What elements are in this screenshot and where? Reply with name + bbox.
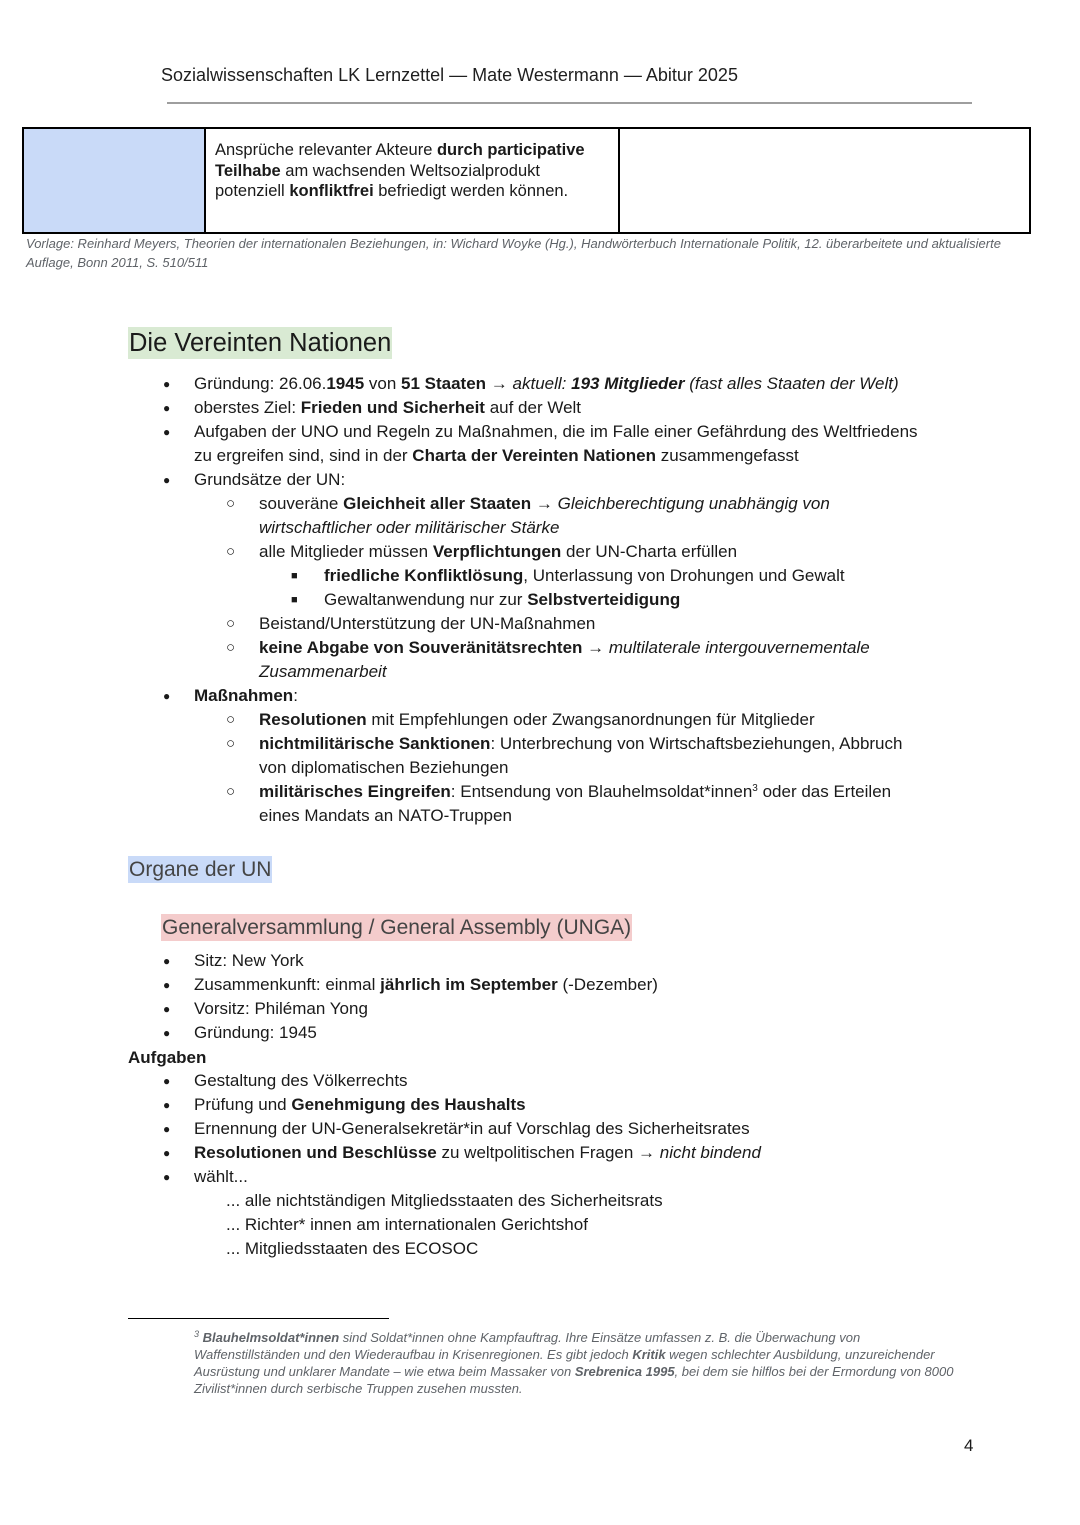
list-item-text <box>194 1165 248 1189</box>
text-run: der UN-Charta erfüllen <box>561 542 738 561</box>
list-item-text <box>226 1213 588 1237</box>
text-run: → <box>582 638 609 657</box>
table-description-cell <box>205 128 619 233</box>
text-run: wählt... <box>194 1167 248 1186</box>
text-run: souveräne <box>259 494 344 513</box>
text-run: militärisches Eingreifen <box>259 782 451 801</box>
text-run: Blauhelmsoldat*innen <box>202 1330 340 1345</box>
text-run: Kritik <box>632 1347 666 1362</box>
heading-generalversammlung: Generalversammlung / General Assembly (UNGA) <box>162 916 632 939</box>
text-run: Gewaltanwendung nur zur <box>324 590 528 609</box>
list-item-text <box>259 516 559 540</box>
text-run: 51 Staaten <box>401 374 487 393</box>
bullet-disc-icon: ● <box>163 425 171 439</box>
footnote-divider <box>128 1318 389 1319</box>
text-run: (fast alles Staaten der Welt) <box>684 374 899 393</box>
bullet-disc-icon: ● <box>163 689 171 703</box>
list-item-text <box>226 1189 663 1213</box>
text-run: alle Mitglieder müssen <box>259 542 433 561</box>
list-item-text <box>324 588 680 612</box>
text-run: zu weltpolitischen Fragen → <box>436 1143 660 1162</box>
list-item-text <box>194 444 799 468</box>
footnote-ref: 3 <box>752 783 758 794</box>
list-item-text <box>259 612 595 636</box>
list-item-text <box>259 492 830 516</box>
text-run: Genehmigung des Haushalts <box>291 1095 526 1114</box>
list-item-text <box>194 684 298 708</box>
bullet-disc-icon: ● <box>163 377 171 391</box>
text-run: jährlich im September <box>380 975 558 994</box>
list-item-text <box>194 1021 317 1045</box>
list-item-text <box>194 1069 408 1093</box>
bullet-disc-icon: ● <box>163 954 171 968</box>
text-run: Selbstverteidigung <box>527 590 681 609</box>
text-run: , bei dem sie hilflos bei der Ermordung von 8000 Zivilist*innen durch serbische Truppen zusehen mussten. <box>194 1364 954 1396</box>
bullet-disc-icon: ● <box>163 473 171 487</box>
text-run: Prüfung und <box>194 1095 292 1114</box>
text-run: ... alle nichtständigen Mitgliedsstaaten des Sicherheitsrats <box>226 1191 663 1210</box>
text-run: von <box>364 374 402 393</box>
theory-table-continued <box>22 127 1031 234</box>
text-run: Gründung: 26.06. <box>194 374 327 393</box>
text-run: friedliche Konfliktlösung <box>324 566 524 585</box>
text-run: multilaterale intergouvernementale <box>608 638 870 657</box>
footnote-3 <box>161 1329 961 1397</box>
text-run: nicht bindend <box>659 1143 761 1162</box>
text-run: Charta der Vereinten Nationen <box>412 446 657 465</box>
text-run: 193 Mitglieder <box>571 374 685 393</box>
text-run: Beistand/Unterstützung der UN-Maßnahmen <box>259 614 596 633</box>
bullet-disc-icon: ● <box>163 978 171 992</box>
text-run: Maßnahmen <box>194 686 294 705</box>
text-run: befriedigt werden können. <box>373 182 569 200</box>
text-run: nichtmilitärische Sanktionen <box>259 734 491 753</box>
text-run: ... Richter* innen am internationalen Gerichtshof <box>226 1215 588 1234</box>
bullet-disc-icon: ● <box>163 1146 171 1160</box>
text-run: oberstes Ziel: <box>194 398 301 417</box>
document-header: Sozialwissenschaften LK Lernzettel — Mate Westermann — Abitur 2025 <box>161 65 738 85</box>
list-item-text <box>194 1117 750 1141</box>
aufgaben-label: Aufgaben <box>128 1048 207 1067</box>
text-run: Gleichberechtigung unabhängig von <box>557 494 830 513</box>
bullet-disc-icon: ● <box>163 1098 171 1112</box>
heading-vereinte-nationen: Die Vereinten Nationen <box>129 329 392 357</box>
text-run: (-Dezember) <box>557 975 658 994</box>
text-run: Grundsätze der UN: <box>194 470 346 489</box>
text-run: Zusammenarbeit <box>259 662 387 681</box>
list-item-text <box>259 660 387 684</box>
text-run: Srebrenica 1995 <box>574 1364 675 1379</box>
text-run: am wachsenden Weltsozialprodukt potenziell <box>215 161 540 200</box>
text-run: : <box>293 686 298 705</box>
bullet-circle-icon: ○ <box>226 615 236 632</box>
bullet-disc-icon: ● <box>163 1002 171 1016</box>
text-run: : Entsendung von Blauhelmsoldat*innen <box>450 782 753 801</box>
page-number: 4 <box>964 1436 974 1455</box>
table-empty-cell <box>619 128 1030 233</box>
text-run: Ansprüche relevanter Akteure <box>215 141 437 159</box>
text-run: durch participative Teilhabe <box>215 141 585 180</box>
text-run: : Unterbrechung von Wirtschaftsbeziehungen, Abbruch <box>490 734 903 753</box>
text-run: → <box>486 374 513 393</box>
bullet-disc-icon: ● <box>163 1170 171 1184</box>
text-run: wegen schlechter Ausbildung, unzureichender Ausrüstung und unklarer Mandate – wie etwa beim Massaker von <box>194 1347 935 1379</box>
text-run: aktuell: <box>512 374 572 393</box>
bullet-circle-icon: ○ <box>226 639 236 656</box>
bullet-disc-icon: ● <box>163 1122 171 1136</box>
text-run: von diplomatischen Beziehungen <box>259 758 509 777</box>
source-citation: Vorlage: Reinhard Meyers, Theorien der internationalen Beziehungen, in: Wichard Woyke (Hg.), Handwörterbuch Internationale Politik, 12. überarbeitete und aktualisierte Auflage, Bonn 2011, S. 510/511 <box>26 236 1001 270</box>
text-run: Vorsitz: Philéman Yong <box>194 999 368 1018</box>
list-item-text <box>194 468 345 492</box>
list-item-text <box>194 949 304 973</box>
text-run: Gründung: 1945 <box>194 1023 317 1042</box>
text-run: ... Mitgliedsstaaten des ECOSOC <box>226 1239 479 1258</box>
text-run: Verpflichtungen <box>432 542 562 561</box>
bullet-circle-icon: ○ <box>226 495 236 512</box>
bullet-circle-icon: ○ <box>226 735 236 752</box>
text-run: , Unterlassung von Drohungen und Gewalt <box>523 566 845 585</box>
list-item-text <box>194 1093 526 1117</box>
list-item-text <box>194 396 581 420</box>
bullet-circle-icon: ○ <box>226 543 236 560</box>
list-item-text <box>259 708 815 732</box>
list-item-text <box>259 804 512 828</box>
text-run: mit Empfehlungen oder Zwangsanordnungen für Mitglieder <box>366 710 815 729</box>
text-run: → <box>531 494 558 513</box>
list-item-text <box>259 636 870 660</box>
list-item-text <box>194 420 918 444</box>
list-item-text <box>194 997 368 1021</box>
footnote-number: 3 <box>194 1329 200 1339</box>
text-run: Ernennung der UN-Generalsekretär*in auf Vorschlag des Sicherheitsrates <box>194 1119 750 1138</box>
text-run: Frieden und Sicherheit <box>300 398 485 417</box>
text-run: zu ergreifen sind, sind in der <box>194 446 413 465</box>
heading-organe-der-un: Organe der UN <box>129 858 272 881</box>
table-category-cell <box>23 128 205 233</box>
text-run: Resolutionen und Beschlüsse <box>194 1143 437 1162</box>
list-item-text <box>259 756 509 780</box>
text-run: auf der Welt <box>484 398 582 417</box>
text-run: wirtschaftlicher oder militärischer Stärke <box>259 518 560 537</box>
bullet-square-icon: ■ <box>291 570 298 582</box>
list-item-text <box>194 973 658 997</box>
text-run: 1945 <box>326 374 365 393</box>
bullet-circle-icon: ○ <box>226 783 236 800</box>
list-item-text <box>259 540 737 564</box>
list-item-text <box>324 564 845 588</box>
text-run: Sitz: New York <box>194 951 304 970</box>
text-run: sind Soldat*innen ohne Kampfauftrag. Ihre Einsätze umfassen z. B. die Überwachung von Waffenstillständen und den Wiederaufbau in Krisenregionen. Es gibt jedoch <box>194 1330 861 1362</box>
text-run: konfliktfrei <box>289 182 374 200</box>
text-run: zusammengefasst <box>656 446 799 465</box>
bullet-disc-icon: ● <box>163 1026 171 1040</box>
text-run: eines Mandats an NATO-Truppen <box>259 806 512 825</box>
bullet-disc-icon: ● <box>163 401 171 415</box>
text-run: keine Abgabe von Souveränitätsrechten <box>259 638 583 657</box>
table-cell-text <box>206 129 618 202</box>
bullet-circle-icon: ○ <box>226 711 236 728</box>
bullet-disc-icon: ● <box>163 1074 171 1088</box>
list-item-text <box>259 732 902 756</box>
header-divider <box>167 102 972 104</box>
text-run: Gestaltung des Völkerrechts <box>194 1071 408 1090</box>
list-item-text <box>194 1141 761 1165</box>
list-item-text <box>259 780 891 804</box>
text-run: Gleichheit aller Staaten <box>343 494 532 513</box>
list-item-text <box>226 1237 478 1261</box>
bullet-square-icon: ■ <box>291 594 298 606</box>
text-run: Resolutionen <box>259 710 367 729</box>
list-item-text <box>194 372 899 396</box>
text-run: oder das Erteilen <box>757 782 892 801</box>
text-run: Zusammenkunft: einmal <box>194 975 381 994</box>
text-run: Aufgaben der UNO und Regeln zu Maßnahmen, die im Falle einer Gefährdung des Weltfriedens <box>194 422 918 441</box>
